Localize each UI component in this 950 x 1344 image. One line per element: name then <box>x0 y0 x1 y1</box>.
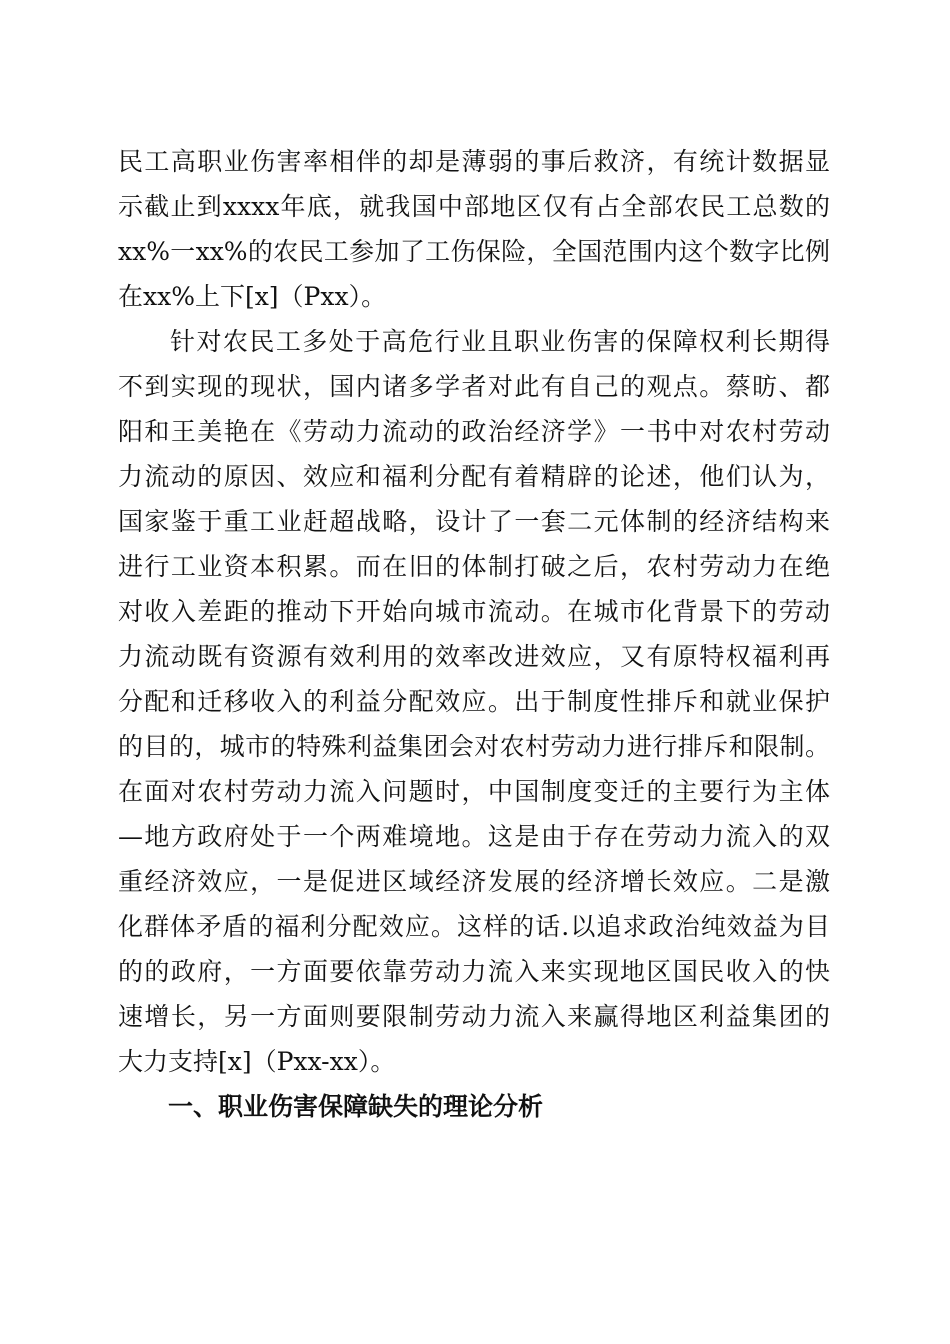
paragraph-1-line-3: xx%一xx%的农民工参加了工伤保险，全国范围内这个数字比例 <box>118 237 830 266</box>
paragraph-2-line-11: 在面对农村劳动力流入问题时，中国制度变迁的主要行为主体 <box>118 777 830 806</box>
paragraph-2-line-7: 对收入差距的推动下开始向城市流动。在城市化背景下的劳动 <box>118 597 830 626</box>
paragraph-2-line-10: 的目的，城市的特殊利益集团会对农村劳动力进行排斥和限制。 <box>118 732 830 761</box>
paragraph-2-line-2: 不到实现的现状，国内诸多学者对此有自己的观点。蔡昉、都 <box>118 372 830 401</box>
section-heading: 一、职业伤害保障缺失的理论分析 <box>168 1092 544 1121</box>
paragraph-2-line-4: 力流动的原因、效应和福利分配有着精辟的论述，他们认为， <box>118 462 830 491</box>
paragraph-2-line-3: 阳和王美艳在《劳动力流动的政治经济学》一书中对农村劳动 <box>118 417 830 446</box>
paragraph-2-line-5: 国家鉴于重工业赶超战略，设计了一套二元体制的经济结构来 <box>118 507 830 536</box>
paragraph-2-line-13: 重经济效应，一是促进区域经济发展的经济增长效应。二是激 <box>118 867 830 896</box>
paragraph-1-line-4: 在xx%上下[x]（Pxx）。 <box>118 282 387 311</box>
paragraph-2-line-6: 进行工业资本积累。而在旧的体制打破之后，农村劳动力在绝 <box>118 552 830 581</box>
paragraph-2-line-8: 力流动既有资源有效利用的效率改进效应，又有原特权福利再 <box>118 642 830 671</box>
paragraph-1-line-2: 示截止到xxxx年底，就我国中部地区仅有占全部农民工总数的 <box>118 192 830 221</box>
paragraph-2-line-9: 分配和迁移收入的利益分配效应。出于制度性排斥和就业保护 <box>118 687 830 716</box>
paragraph-2-line-12: —地方政府处于一个两难境地。这是由于存在劳动力流入的双 <box>118 822 830 851</box>
paragraph-2-line-15: 的的政府，一方面要依靠劳动力流入来实现地区国民收入的快 <box>118 957 830 986</box>
paragraph-2-line-14: 化群体矛盾的福利分配效应。这样的话.以追求政治纯效益为目 <box>118 912 830 941</box>
paragraph-2-line-17: 大力支持[x]（Pxx-xx）。 <box>118 1047 396 1076</box>
paragraph-2-line-16: 速增长，另一方面则要限制劳动力流入来赢得地区利益集团的 <box>118 1002 830 1031</box>
paragraph-2-line-1: 针对农民工多处于高危行业且职业伤害的保障权利长期得 <box>170 327 830 356</box>
paragraph-1-line-1: 民工高职业伤害率相伴的却是薄弱的事后救济，有统计数据显 <box>118 147 830 176</box>
